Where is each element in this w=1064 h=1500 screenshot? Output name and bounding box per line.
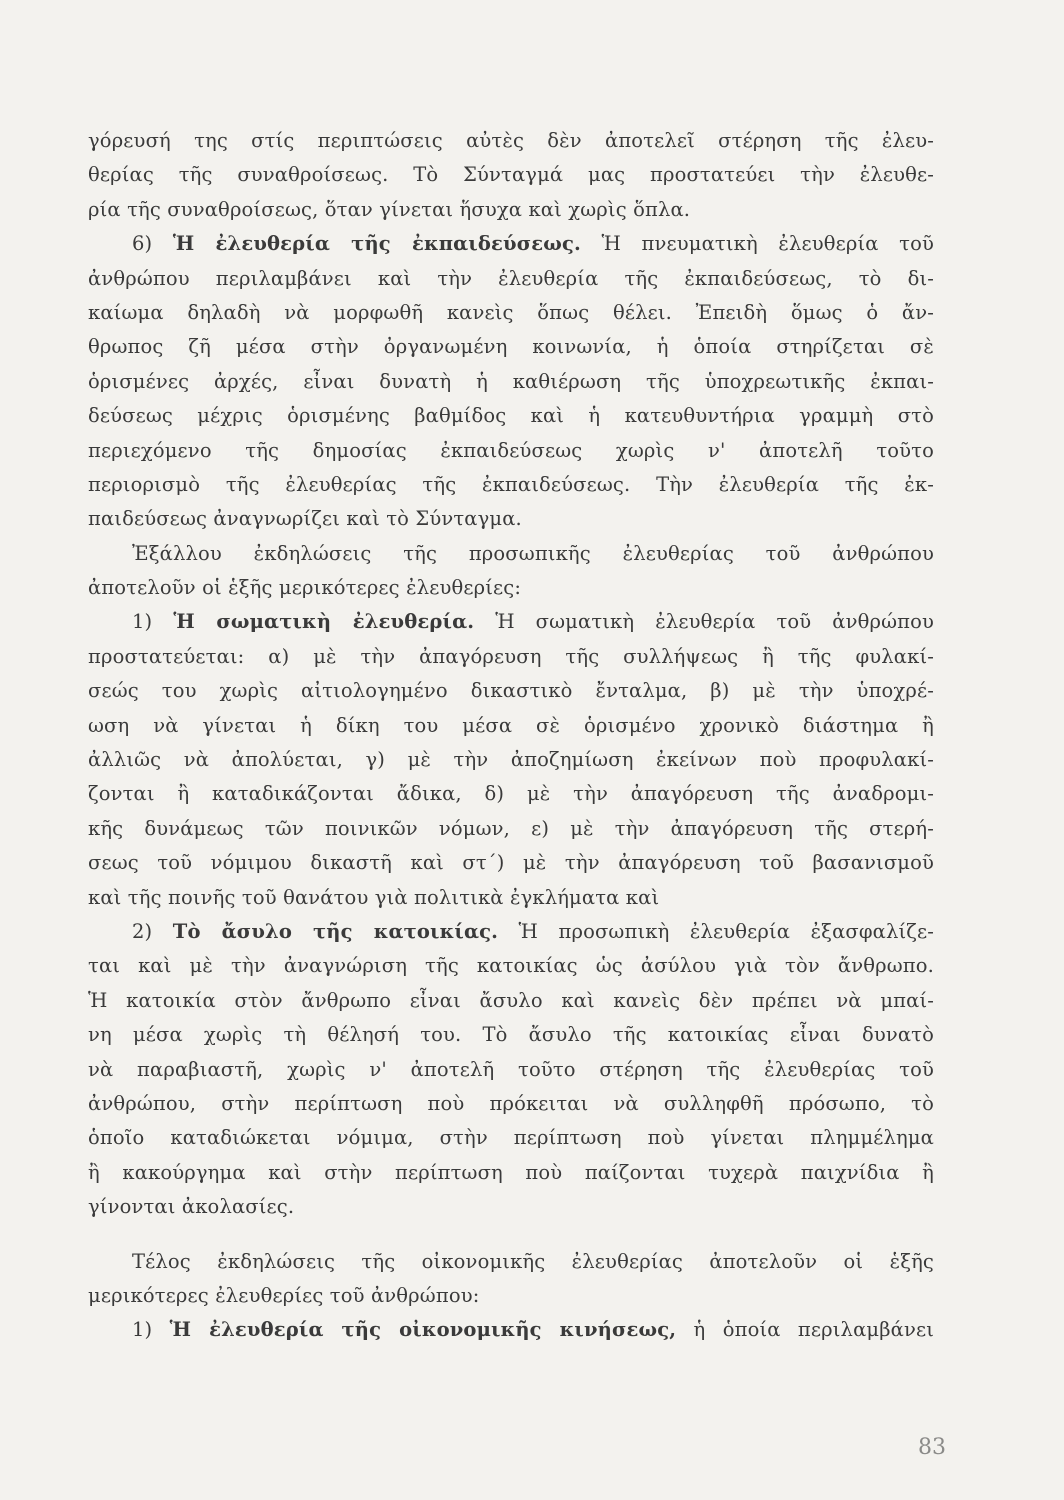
line-text: Ἐξάλλου ἐκδηλώσεις τῆς προσωπικῆς ἐλευθερίας τοῦ ἀνθρώπου xyxy=(132,541,934,565)
line-text: ται καὶ μὲ τὴν ἀναγνώριση τῆς κατοικίας ὡς ἀσύλου γιὰ τὸν ἄνθρωπο. xyxy=(88,954,934,978)
text-line xyxy=(88,296,934,330)
text-line xyxy=(88,262,934,296)
line-text: δεύσεως μέχρις ὁρισμένης βαθμίδος καὶ ἡ κατευθυντήρια γραμμὴ στὸ xyxy=(88,404,934,428)
line-text: ἢ κακούργημα καὶ στὴν περίπτωση ποὺ παίζονται τυχερὰ παιχνίδια ἢ xyxy=(88,1160,934,1184)
line-text: ἀλλιῶς νὰ ἀπολύεται, γ) μὲ τὴν ἀποζημίωση ἐκείνων ποὺ προφυλακί- xyxy=(88,748,934,772)
body-text xyxy=(88,124,934,1348)
text-line xyxy=(88,1018,934,1052)
text-line xyxy=(88,1156,934,1190)
text-line xyxy=(88,124,934,158)
line-text: Ἡ προσωπικὴ ἐλευθερία ἐξασφαλίζε- xyxy=(498,919,934,943)
text-line xyxy=(88,571,934,605)
text-line xyxy=(88,605,934,639)
section-heading: Τὸ ἄσυλο τῆς κατοικίας. xyxy=(172,919,499,943)
text-line xyxy=(88,674,934,708)
line-text: ἀνθρώπου, στὴν περίπτωση ποὺ πρόκειται νὰ συλληφθῆ πρόσωπο, τὸ xyxy=(88,1091,934,1115)
section-heading: Ἡ σωματικὴ ἐλευθερία. xyxy=(173,610,475,634)
text-line xyxy=(88,1087,934,1121)
list-marker: 1) xyxy=(132,610,174,634)
text-line xyxy=(88,468,934,502)
line-text: σεως τοῦ νόμιμου δικαστῆ καὶ στ΄) μὲ τὴν ἀπαγόρευση τοῦ βασανισμοῦ xyxy=(88,851,934,875)
line-text: Ἡ πνευματικὴ ἐλευθερία τοῦ xyxy=(580,232,934,256)
text-line xyxy=(88,434,934,468)
line-text: ζονται ἢ καταδικάζονται ἄδικα, δ) μὲ τὴν ἀπαγόρευση τῆς ἀναδρομι- xyxy=(88,782,934,806)
line-text: νη μέσα χωρὶς τὴ θέλησή του. Τὸ ἄσυλο τῆς κατοικίας εἶναι δυνατὸ xyxy=(88,1023,934,1047)
section-heading: Ἡ ἐλευθερία τῆς οἰκονομικῆς κινήσεως, xyxy=(169,1318,677,1342)
line-text: Ἡ σωματικὴ ἐλευθερία τοῦ ἀνθρώπου xyxy=(474,610,934,634)
text-line xyxy=(88,846,934,880)
paragraph-gap xyxy=(88,1225,934,1245)
text-line xyxy=(88,949,934,983)
line-text: σεώς του χωρὶς αἰτιολογημένο δικαστικὸ ἔνταλμα, β) μὲ τὴν ὑποχρέ- xyxy=(88,679,934,703)
text-line xyxy=(88,1190,934,1224)
text-line xyxy=(88,193,934,227)
text-line xyxy=(88,399,934,433)
text-line xyxy=(88,158,934,192)
text-line xyxy=(88,915,934,949)
line-text: κῆς δυνάμεως τῶν ποινικῶν νόμων, ε) μὲ τὴν ἀπαγόρευση τῆς στερή- xyxy=(88,816,934,840)
list-marker: 1) xyxy=(132,1318,170,1342)
line-text: ωση νὰ γίνεται ἡ δίκη του μέσα σὲ ὁρισμένο χρονικὸ διάστημα ἢ xyxy=(88,713,934,737)
text-line xyxy=(88,984,934,1018)
line-text: γόρευσή της στίς περιπτώσεις αὐτὲς δὲν ἀποτελεῖ στέρηση τῆς ἐλευ- xyxy=(88,129,934,152)
text-line xyxy=(88,1313,934,1347)
text-line xyxy=(88,812,934,846)
line-text: περιεχόμενο τῆς δημοσίας ἐκπαιδεύσεως χωρὶς ν' ἀποτελῆ τοῦτο xyxy=(88,438,934,462)
line-text: ἡ ὁποία περιλαμβάνει xyxy=(676,1318,934,1342)
text-line xyxy=(88,881,934,915)
text-line xyxy=(88,709,934,743)
section-heading: Ἡ ἐλευθερία τῆς ἐκπαιδεύσεως. xyxy=(172,232,581,256)
text-line xyxy=(88,777,934,811)
line-text: καίωμα δηλαδὴ νὰ μορφωθῆ κανεὶς ὅπως θέλει. Ἐπειδὴ ὅμως ὁ ἄν- xyxy=(88,300,934,324)
list-marker: 6) xyxy=(132,232,173,256)
text-line xyxy=(88,1279,934,1313)
line-text: περιορισμὸ τῆς ἐλευθερίας τῆς ἐκπαιδεύσεως. Τὴν ἐλευθερία τῆς ἐκ- xyxy=(88,472,934,496)
line-text: ἀνθρώπου περιλαμβάνει καὶ τὴν ἐλευθερία τῆς ἐκπαιδεύσεως, τὸ δι- xyxy=(88,266,934,290)
text-line xyxy=(88,640,934,674)
line-text: καὶ τῆς ποινῆς τοῦ θανάτου γιὰ πολιτικὰ ἐγκλήματα καὶ xyxy=(88,885,660,909)
text-line xyxy=(88,537,934,571)
line-text: ἀποτελοῦν οἱ ἑξῆς μερικότερες ἐλευθερίες: xyxy=(88,576,522,600)
line-text: ὁποῖο καταδιώκεται νόμιμα, στὴν περίπτωση ποὺ γίνεται πλημμέλημα xyxy=(88,1126,934,1150)
page-number: 83 xyxy=(918,1435,946,1460)
text-line xyxy=(88,1053,934,1087)
line-text: θερίας τῆς συναθροίσεως. Τὸ Σύνταγμά μας προστατεύει τὴν ἐλευθε- xyxy=(88,163,934,187)
text-line xyxy=(88,227,934,261)
text-line xyxy=(88,330,934,364)
line-text: νὰ παραβιαστῆ, χωρὶς ν' ἀποτελῆ τοῦτο στέρηση τῆς ἐλευθερίας τοῦ xyxy=(88,1057,934,1081)
list-marker: 2) xyxy=(132,919,173,943)
line-text: Τέλος ἐκδηλώσεις τῆς οἰκονομικῆς ἐλευθερίας ἀποτελοῦν οἱ ἑξῆς xyxy=(132,1249,934,1273)
text-line xyxy=(88,743,934,777)
text-line xyxy=(88,365,934,399)
line-text: μερικότερες ἐλευθερίες τοῦ ἀνθρώπου: xyxy=(88,1283,480,1307)
line-text: ὁρισμένες ἀρχές, εἶναι δυνατὴ ἡ καθιέρωση τῆς ὑποχρεωτικῆς ἐκπαι- xyxy=(88,369,934,393)
line-text: θρωπος ζῆ μέσα στὴν ὀργανωμένη κοινωνία, ἡ ὁποία στηρίζεται σὲ xyxy=(88,335,934,359)
line-text: παιδεύσεως ἀναγνωρίζει καὶ τὸ Σύνταγμα. xyxy=(88,507,522,531)
text-line xyxy=(88,1121,934,1155)
line-text: ρία τῆς συναθροίσεως, ὅταν γίνεται ἥσυχα καὶ χωρὶς ὅπλα. xyxy=(88,197,691,221)
line-text: προστατεύεται: α) μὲ τὴν ἀπαγόρευση τῆς συλλήψεως ἢ τῆς φυλακί- xyxy=(88,644,934,668)
line-text: Ἡ κατοικία στὸν ἄνθρωπο εἶναι ἄσυλο καὶ κανεὶς δὲν πρέπει νὰ μπαί- xyxy=(88,988,934,1012)
text-line xyxy=(88,1245,934,1279)
text-line xyxy=(88,502,934,536)
line-text: γίνονται ἀκολασίες. xyxy=(88,1195,295,1219)
